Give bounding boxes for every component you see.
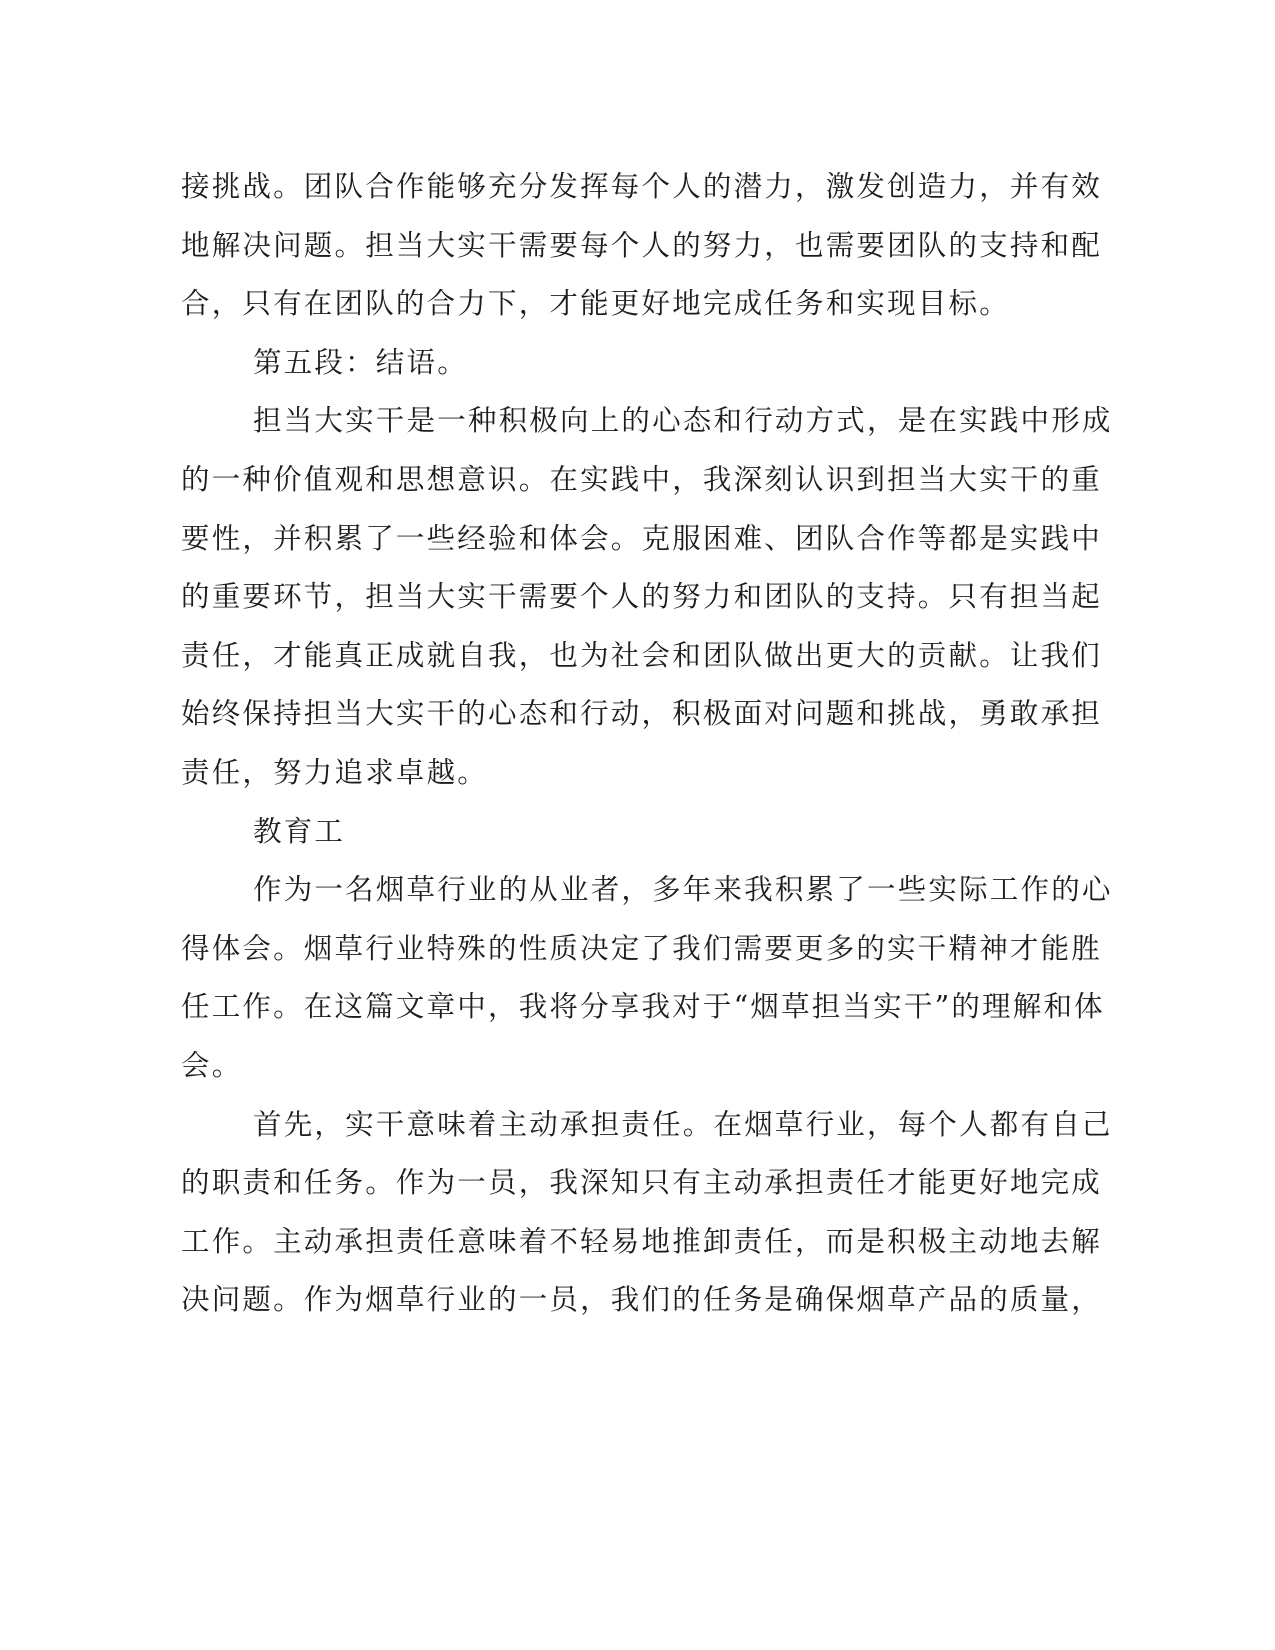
- paragraph-introduction: [181, 861, 1113, 1095]
- text-line: 首先，实干意味着主动承担责任。在烟草行业，每个人都有自己: [253, 1107, 1113, 1141]
- text-line: 责任，努力追求卓越。: [181, 755, 489, 789]
- text-line: 会。: [181, 1048, 243, 1082]
- section-heading-education: [181, 803, 1031, 862]
- text-line: 作为一名烟草行业的从业者，多年来我积累了一些实际工作的心: [253, 873, 1113, 907]
- document-body: [181, 158, 1113, 1330]
- text-line: 责任，才能真正成就自我，也为社会和团队做出更大的贡献。让我们: [181, 638, 1103, 672]
- paragraph-conclusion: [181, 392, 1113, 802]
- text-line: 的职责和任务。作为一员，我深知只有主动承担责任才能更好地完成: [181, 1166, 1103, 1200]
- paragraph-teamwork-continued: [181, 158, 1103, 334]
- text-line: 地解决问题。担当大实干需要每个人的努力，也需要团队的支持和配: [181, 228, 1103, 262]
- text-line: 担当大实干是一种积极向上的心态和行动方式，是在实践中形成: [253, 404, 1113, 438]
- text-line: 始终保持担当大实干的心态和行动，积极面对问题和挑战，勇敢承担: [181, 697, 1103, 731]
- text-line: 接挑战。团队合作能够充分发挥每个人的潜力，激发创造力，并有效: [181, 170, 1103, 203]
- text-line: 任工作。在这篇文章中，我将分享我对于“烟草担当实干”的理解和体: [181, 990, 1105, 1024]
- paragraph-responsibility: [181, 1096, 1113, 1330]
- section-heading-conclusion: [181, 334, 1031, 393]
- text-line: 工作。主动承担责任意味着不轻易地推卸责任，而是积极主动地去解: [181, 1224, 1103, 1258]
- text-line: 的重要环节，担当大实干需要个人的努力和团队的支持。只有担当起: [181, 580, 1103, 614]
- text-line: 要性，并积累了一些经验和体会。克服困难、团队合作等都是实践中: [181, 521, 1103, 555]
- text-line: 得体会。烟草行业特殊的性质决定了我们需要更多的实干精神才能胜: [181, 931, 1103, 965]
- text-line: 决问题。作为烟草行业的一员，我们的任务是确保烟草产品的质量，: [181, 1283, 1103, 1317]
- text-line: 第五段：结语。: [253, 345, 468, 379]
- text-line: 的一种价值观和思想意识。在实践中，我深刻认识到担当大实干的重: [181, 462, 1103, 496]
- text-line: 教育工: [253, 814, 346, 848]
- text-line: 合，只有在团队的合力下，才能更好地完成任务和实现目标。: [181, 287, 1010, 321]
